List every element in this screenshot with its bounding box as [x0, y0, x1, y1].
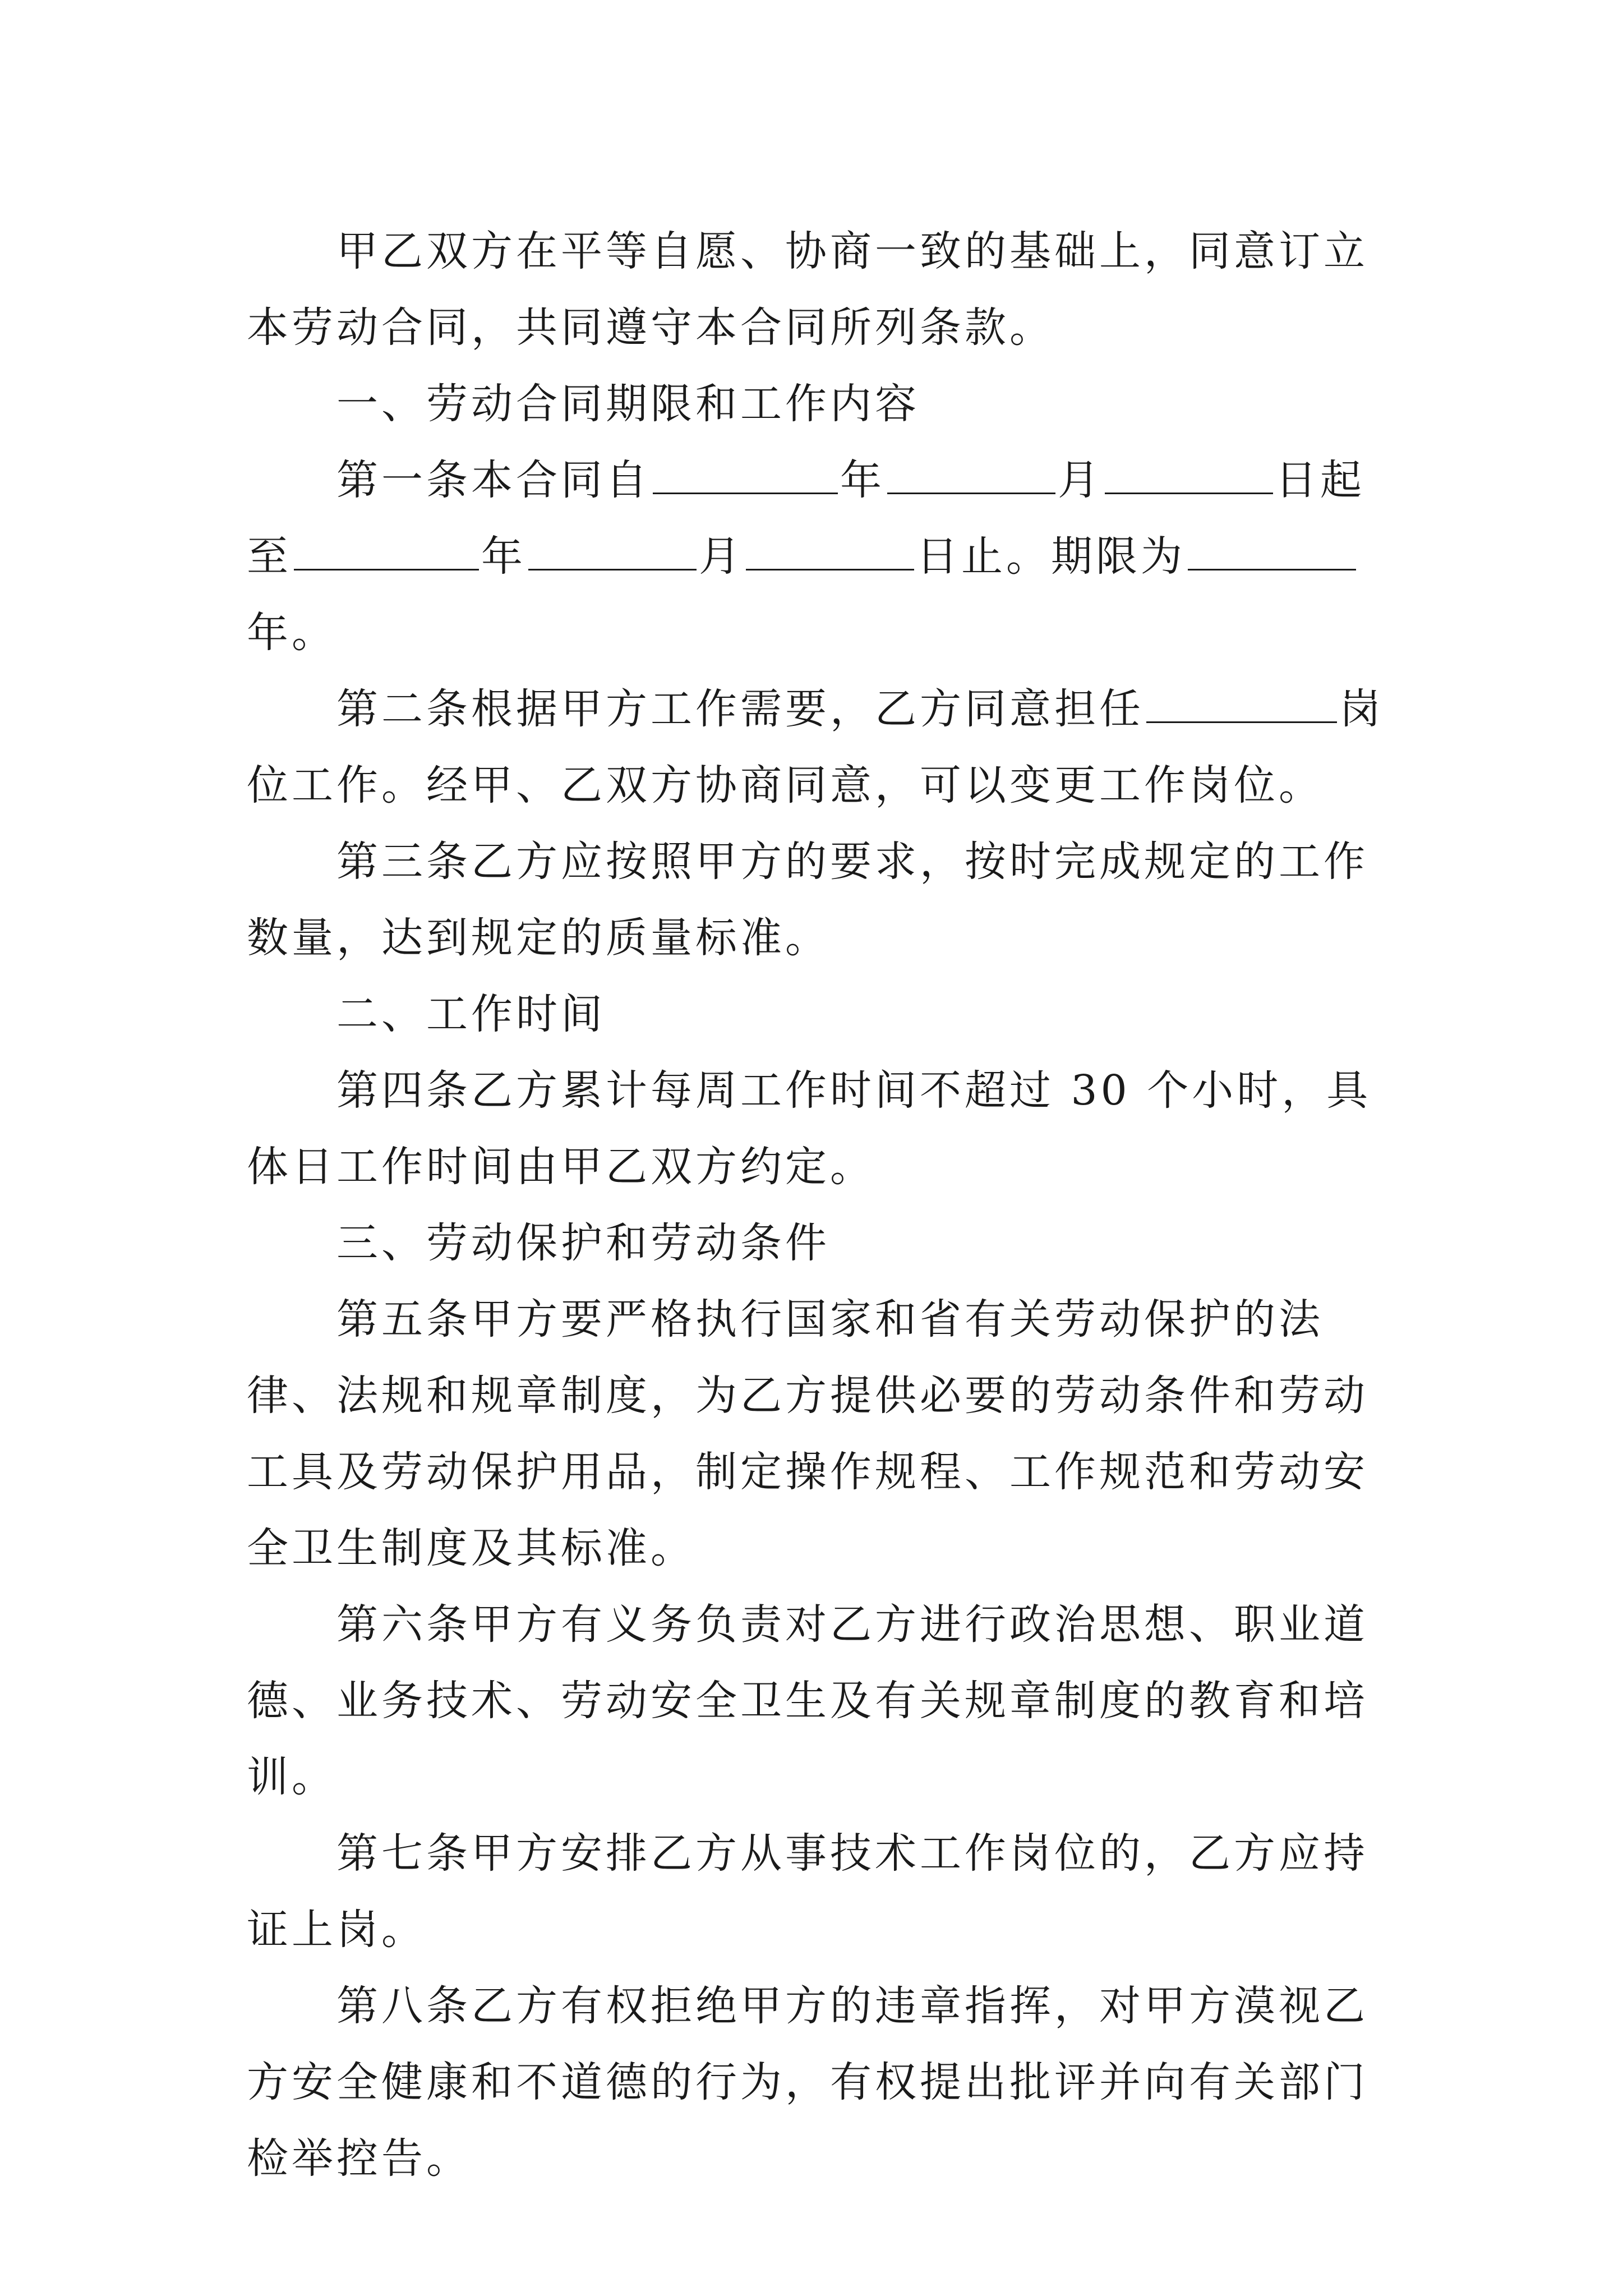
article-5-paragraph: 第五条甲方要严格执行国家和省有关劳动保护的法律、法规和规章制度，为乙方提供必要的劳动条件和劳动工具及劳动保护用品，制定操作规程、工作规范和劳动安全卫生制度及其标准。 — [247, 1295, 1368, 1572]
document-body — [247, 213, 1385, 2197]
article-1-month-label: 月 — [1058, 456, 1103, 504]
article-1-year2-label: 年 — [481, 532, 526, 581]
article-1-day-to-label: 日起至 — [247, 456, 1365, 581]
intro-paragraph: 甲乙双方在平等自愿、协商一致的基础上，同意订立本劳动合同，共同遵守本合同所列条款。 — [247, 227, 1368, 352]
article-1-month2-label: 月 — [699, 532, 744, 581]
end-day-blank — [746, 534, 914, 570]
article-2-text-start: 第二条根据甲方工作需要，乙方同意担任 — [336, 685, 1144, 733]
start-day-blank — [1105, 458, 1273, 494]
article-7-paragraph: 第七条甲方安排乙方从事技术工作岗位的，乙方应持证上岗。 — [247, 1829, 1368, 1954]
article-3-paragraph: 第三条乙方应按照甲方的要求，按时完成规定的工作数量，达到规定的质量标准。 — [247, 838, 1368, 962]
start-year-blank — [653, 458, 838, 494]
section-heading-3: 三、劳动保护和劳动条件 — [336, 1219, 830, 1267]
article-6-paragraph: 第六条甲方有义务负责对乙方进行政治思想、职业道德、业务技术、劳动安全卫生及有关规章制度的教育和培训。 — [247, 1600, 1368, 1801]
article-8-paragraph: 第八条乙方有权拒绝甲方的违章指挥，对甲方漠视乙方安全健康和不道德的行为，有权提出批评并向有关部门检举控告。 — [247, 1982, 1368, 2183]
article-1-paragraph — [247, 442, 1385, 671]
article-1-day-end-label: 日止。期限为 — [916, 532, 1186, 581]
end-month-blank — [528, 534, 697, 570]
start-month-blank — [887, 458, 1055, 494]
article-1-year3-label: 年。 — [247, 609, 336, 657]
article-4-paragraph: 第四条乙方累计每周工作时间不超过 30 个小时，具体日工作时间由甲乙双方约定。 — [247, 1066, 1372, 1191]
section-heading-2: 二、工作时间 — [336, 990, 606, 1038]
term-years-blank — [1188, 534, 1356, 570]
article-2-paragraph — [247, 671, 1385, 823]
end-year-blank — [294, 534, 479, 570]
position-blank — [1146, 687, 1337, 723]
article-2-text-end: 岗位工作。经甲、乙双方协商同意，可以变更工作岗位。 — [247, 685, 1384, 809]
article-1-text-start: 第一条本合同自 — [336, 456, 651, 504]
section-heading-1: 一、劳动合同期限和工作内容 — [336, 380, 920, 428]
article-1-year-label: 年 — [840, 456, 885, 504]
